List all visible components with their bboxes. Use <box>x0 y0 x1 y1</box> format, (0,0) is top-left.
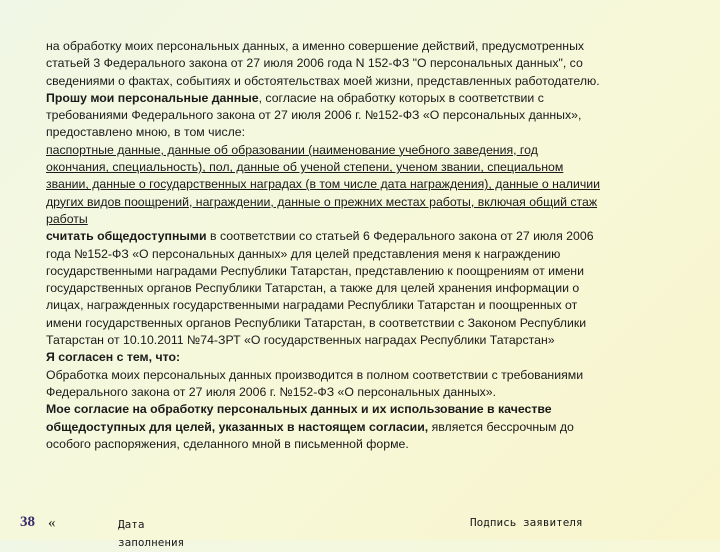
text-line: требованиями Федерального закона от 27 июля 2006 г. №152-ФЗ «О персональных данных», <box>46 108 582 123</box>
text-line: государственными наградами Республики Татарстан, представлению к поощрениям от имени <box>46 263 584 278</box>
page-number: 38 <box>20 514 35 530</box>
underlined-line: работы <box>46 211 88 226</box>
final-rest: является бессрочным до <box>428 419 574 434</box>
text-line: Татарстан от 10.10.2011 №74-ЗРТ «О государственных наградах Республики Татарстан» <box>46 333 555 348</box>
text-line: лицах, награжденных государственными наградами Республики Татарстан и поощренных от <box>46 298 578 313</box>
consent-bold-phrase: Прошу мои персональные данные <box>46 90 259 105</box>
underlined-line: звании, данные о государственных наградах (в том числе дата награждения), данные о наличии <box>46 177 600 192</box>
consent-rest: , согласие на обработку которых в соответствии с <box>258 90 544 105</box>
text-line: сведениями о фактах, событиях и обстоятельствах моей жизни, представленных работодателю. <box>46 73 600 88</box>
consent-line <box>46 90 686 107</box>
opening-quote: « <box>48 515 56 531</box>
text-line: статьей 3 Федерального закона от 27 июля 2006 года N 152-ФЗ "О персональных данных", со <box>46 56 583 71</box>
underlined-line: окончания, специальность), пол, данные об ученой степени, ученом звании, специальном <box>46 160 564 175</box>
text-line: особого распоряжения, сделанного мной в письменной форме. <box>46 436 409 451</box>
consent-document-text <box>46 38 686 453</box>
underlined-line: других видов поощрений, награждении, данные о прежних местах работы, включая общий стаж <box>46 194 598 209</box>
final-bold-line: Мое согласие на обработку персональных данных и их использование в качестве <box>46 402 552 417</box>
text-line: имени государственных органов Республики Татарстан, в соответствии с Законом Республики <box>46 315 587 330</box>
text-line: Обработка моих персональных данных производится в полном соответствии с требованиями <box>46 367 584 382</box>
public-bold-phrase: считать общедоступными <box>46 229 207 244</box>
text-line: Федерального закона от 27 июля 2006 г. №152-ФЗ «О персональных данных». <box>46 384 497 399</box>
date-label: Дата заполнения <box>118 518 185 549</box>
text-line: государственных органов Республики Татарстан, а также для целей хранения информации о <box>46 281 580 296</box>
signature-label: Подпись заявителя <box>470 516 583 529</box>
public-line <box>46 228 686 245</box>
final-bold-phrase: общедоступных для целей, указанных в настоящем согласии, <box>46 419 429 434</box>
public-rest: в соответствии со статьей 6 Федерального закона от 27 июля 2006 <box>206 229 594 244</box>
text-line: на обработку моих персональных данных, а именно совершение действий, предусмотренных <box>46 39 585 53</box>
text-line: года №152-ФЗ «О персональных данных» для целей представления меня к награждению <box>46 246 561 261</box>
agree-heading: Я согласен с тем, что: <box>46 350 181 365</box>
final-line <box>46 419 686 436</box>
underlined-line: паспортные данные, данные об образовании (наименование учебного заведения, год <box>46 142 538 157</box>
text-line: предоставлено мною, в том числе: <box>46 125 246 140</box>
